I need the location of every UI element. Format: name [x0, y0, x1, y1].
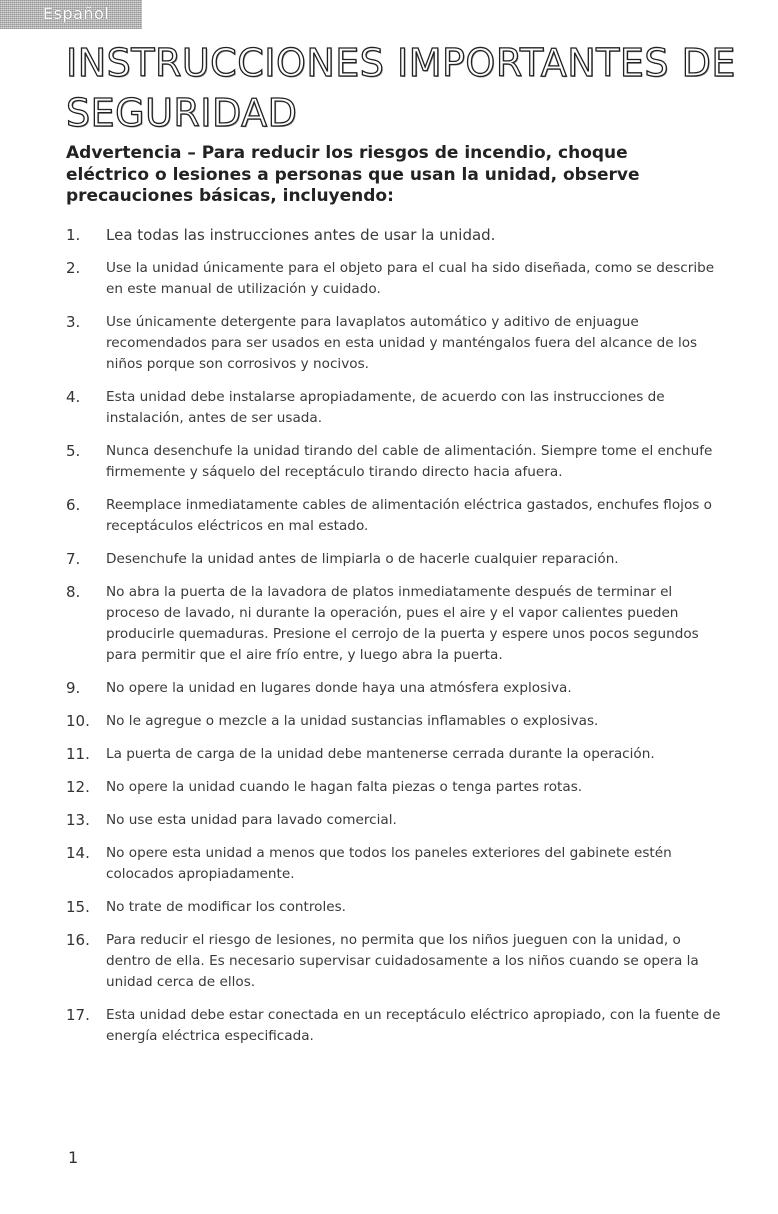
item-text: Use la unidad únicamente para el objeto para el cual ha sido diseñada, como se describe en este manual de utilización y cuidado.	[106, 260, 715, 297]
item-number: 10.	[66, 712, 90, 730]
list-item	[66, 930, 726, 993]
item-number: 11.	[66, 745, 90, 763]
item-text: Esta unidad debe instalarse apropiadamente, de acuerdo con las instrucciones de instalación, antes de ser usada.	[106, 389, 665, 426]
item-number: 7.	[66, 550, 81, 568]
item-text: Lea todas las instrucciones antes de usar la unidad.	[106, 226, 496, 244]
item-text: Desenchufe la unidad antes de limpiarla o de hacerle cualquier reparación.	[106, 551, 619, 567]
item-text: Nunca desenchufe la unidad tirando del cable de alimentación. Siempre tome el enchufe firmemente y sáquelo del receptáculo tirando directo hacia afuera.	[106, 443, 713, 480]
safety-instructions-list	[66, 225, 726, 1047]
list-item	[66, 495, 726, 537]
item-number: 17.	[66, 1006, 90, 1024]
list-item	[66, 678, 726, 699]
item-text: No trate de modificar los controles.	[106, 899, 347, 915]
list-item	[66, 258, 726, 300]
item-number: 16.	[66, 931, 90, 949]
item-text: La puerta de carga de la unidad debe mantenerse cerrada durante la operación.	[106, 746, 655, 762]
item-number: 2.	[66, 259, 81, 277]
item-text: No opere la unidad en lugares donde haya una atmósfera explosiva.	[106, 680, 572, 696]
warning-paragraph: Advertencia – Para reducir los riesgos de incendio, choque eléctrico o lesiones a personas que usan la unidad, observe precauciones básicas, incluyendo:	[66, 143, 640, 206]
list-item	[66, 897, 726, 918]
item-number: 6.	[66, 496, 81, 514]
item-number: 15.	[66, 898, 90, 916]
item-number: 5.	[66, 442, 81, 460]
list-item	[66, 441, 726, 483]
item-text: No use esta unidad para lavado comercial.	[106, 812, 397, 828]
item-number: 3.	[66, 313, 81, 331]
item-number: 12.	[66, 778, 90, 796]
list-item	[66, 744, 726, 765]
item-text: Use únicamente detergente para lavaplatos automático y aditivo de enjuague recomendados para ser usados en esta unidad y manténgalos fuera del alcance de los niños porque son corrosivos y nocivos.	[106, 314, 698, 372]
item-number: 9.	[66, 679, 81, 697]
list-item	[66, 777, 726, 798]
list-item	[66, 387, 726, 429]
item-number: 14.	[66, 844, 90, 862]
item-text: Para reducir el riesgo de lesiones, no permita que los niños jueguen con la unidad, o dentro de ella. Es necesario supervisar cuidadosamente a los niños cuando se opera la unidad cerca de ellos.	[106, 932, 699, 990]
item-number: 13.	[66, 811, 90, 829]
item-number: 1.	[66, 226, 81, 244]
list-item	[66, 549, 726, 570]
item-number: 4.	[66, 388, 81, 406]
list-item	[66, 810, 726, 831]
list-item	[66, 843, 726, 885]
item-text: Esta unidad debe estar conectada en un receptáculo eléctrico apropiado, con la fuente de energía eléctrica especificada.	[106, 1007, 721, 1044]
language-tab	[0, 0, 142, 29]
list-item	[66, 312, 726, 375]
list-item	[66, 582, 726, 666]
language-label: Español	[43, 4, 110, 23]
list-item	[66, 711, 726, 732]
item-text: No le agregue o mezcle a la unidad sustancias inflamables o explosivas.	[106, 713, 599, 729]
item-text: No abra la puerta de la lavadora de platos inmediatamente después de terminar el proceso de lavado, ni durante la operación, pues el aire y el vapor calientes pueden producirle quemaduras. Presione el cerrojo de la puerta y espere unos pocos segundos para permitir que el aire frío entre, y luego abra la puerta.	[106, 584, 699, 663]
item-text: No opere esta unidad a menos que todos los paneles exteriores del gabinete estén colocados apropiadamente.	[106, 845, 672, 882]
list-item	[66, 1005, 726, 1047]
page-title: INSTRUCCIONES IMPORTANTES DE SEGURIDAD	[66, 41, 736, 135]
item-number: 8.	[66, 583, 81, 601]
list-item	[66, 225, 726, 246]
item-text: No opere la unidad cuando le hagan falta piezas o tenga partes rotas.	[106, 779, 583, 795]
item-text: Reemplace inmediatamente cables de alimentación eléctrica gastados, enchufes flojos o receptáculos eléctricos en mal estado.	[106, 497, 712, 534]
page-number: 1	[68, 1148, 79, 1167]
